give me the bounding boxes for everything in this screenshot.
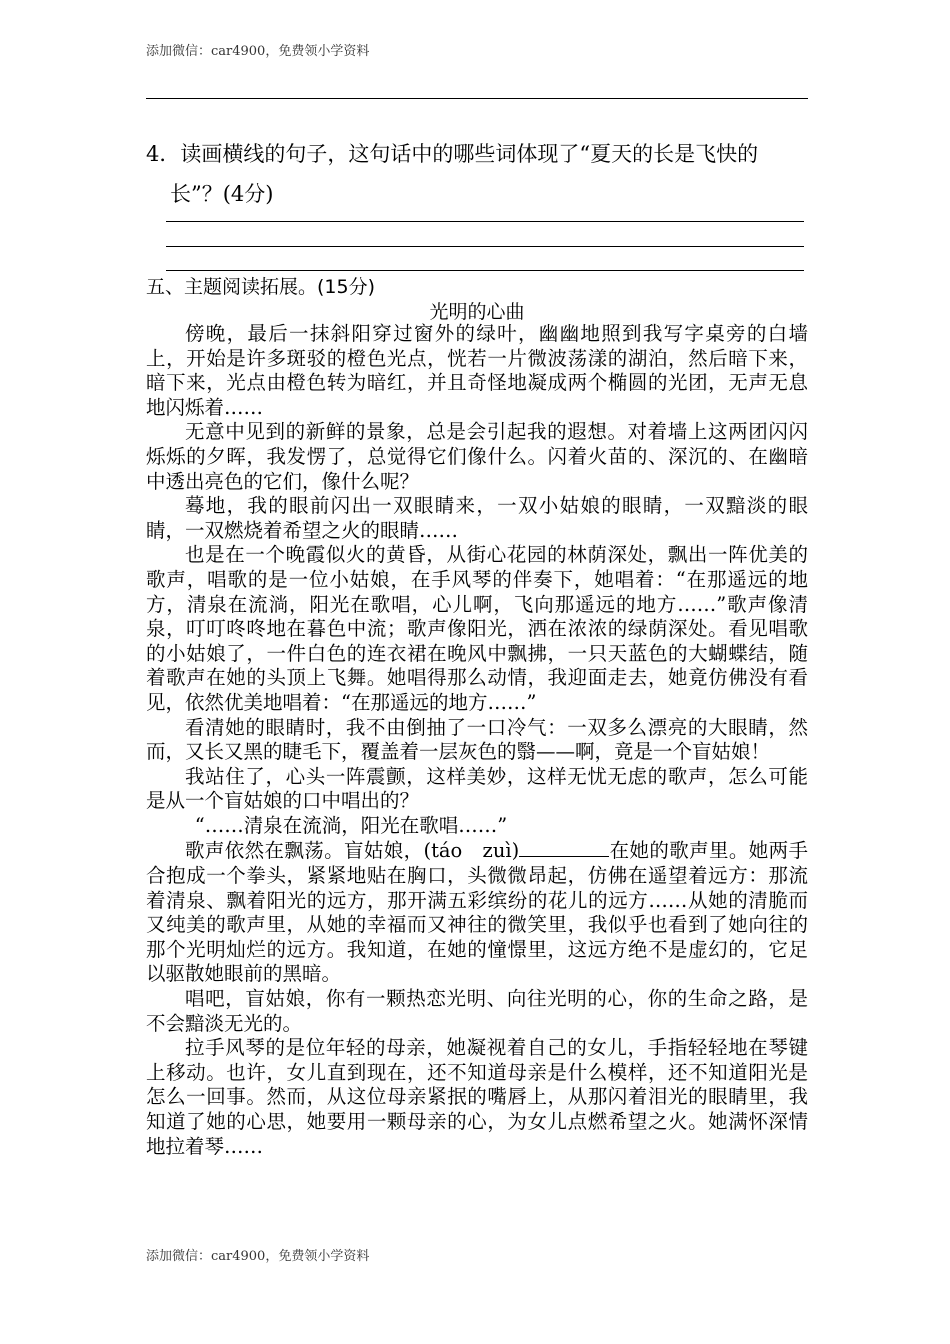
answer-line-2[interactable]	[166, 246, 804, 247]
paragraph: 傍晚，最后一抹斜阳穿过窗外的绿叶，幽幽地照到我写字桌旁的白墙上，开始是许多斑驳的橙色光点，恍若一片微波荡漾的湖泊，然后暗下来，暗下来，光点由橙色转为暗红，并且奇怪地凝成两个椭圆的光团，无声无息地闪烁着……	[146, 322, 808, 419]
fill-in-blank[interactable]	[519, 838, 609, 857]
question-4	[146, 134, 808, 214]
paragraph	[146, 838, 808, 987]
paragraph-part: 在她的歌声里。她两手合抱成一个拳头，紧紧地贴在胸口，头微微昂起，仿佛在遥望着远方：那流着清泉、飘着阳光的远方，那开满五彩缤纷的花儿的远方……从她的清脆而又纯美的歌声里，从她的幸福而又神往的微笑里，我似乎也看到了她向往的那个光明灿烂的远方。我知道，在她的憧憬里，这远方绝不是虚幻的，它足以驱散她眼前的黑暗。	[146, 839, 808, 986]
header-divider	[146, 98, 808, 99]
answer-line-3[interactable]	[166, 270, 804, 271]
paragraph: 唱吧，盲姑娘，你有一颗热恋光明、向往光明的心，你的生命之路，是不会黯淡无光的。	[146, 987, 808, 1035]
paragraph: “……清泉在流淌，阳光在歌唱……”	[194, 813, 508, 837]
paragraph: 看清她的眼睛时，我不由倒抽了一口冷气：一双多么漂亮的大眼睛，然而，又长又黑的睫毛下，覆盖着一层灰色的翳——啊，竟是一个盲姑娘！	[146, 715, 808, 764]
paragraph: 蓦地，我的眼前闪出一双眼睛来，一双小姑娘的眼睛，一双黯淡的眼睛，一双燃烧着希望之火的眼睛……	[146, 494, 808, 542]
paragraph-part: 歌声依然在飘荡。盲姑娘，(táo zuì)	[185, 839, 520, 863]
answer-line-1[interactable]	[166, 221, 804, 222]
paragraph: 无意中见到的新鲜的景象，总是会引起我的遐想。对着墙上这两团闪闪烁烁的夕晖，我发愣了，总觉得它们像什么。闪着火苗的、深沉的、在幽暗中透出亮色的它们，像什么呢？	[146, 420, 808, 493]
paragraph: 也是在一个晚霞似火的黄昏，从街心花园的林荫深处，飘出一阵优美的歌声，唱歌的是一位小姑娘，在手风琴的伴奏下，她唱着：“在那遥远的地方，清泉在流淌，阳光在歌唱，心儿啊，飞向那遥远的地方……”歌声像清泉，叮叮咚咚地在暮色中流；歌声像阳光，洒在浓浓的绿荫深处。看见唱歌的小姑娘了，一件白色的连衣裙在晚风中飘拂，一只天蓝色的大蝴蝶结，随着歌声在她的头顶上飞舞。她唱得那么动情，我迎面走去，她竟仿佛没有看见，依然优美地唱着：“在那遥远的地方……”	[146, 543, 808, 714]
question-4-line2: 长”？(4分)	[170, 182, 274, 206]
paragraph: 我站住了，心头一阵震颤，这样美妙，这样无忧无虑的歌声，怎么可能是从一个盲姑娘的口中唱出的？	[146, 764, 808, 813]
page-header-text: 添加微信：car4900，免费领小学资料	[146, 44, 370, 59]
section-5-title: 五、主题阅读拓展。(15分)	[146, 276, 376, 298]
passage-title: 光明的心曲	[429, 301, 525, 323]
page-footer-text: 添加微信：car4900，免费领小学资料	[146, 1249, 370, 1264]
paragraph: 拉手风琴的是位年轻的母亲，她凝视着自己的女儿，手指轻轻地在琴键上移动。也许，女儿直到现在，还不知道母亲是什么模样，还不知道阳光是怎么一回事。然而，从这位母亲紧抿的嘴唇上，从那闪着泪光的眼睛里，我知道了她的心思，她要用一颗母亲的心，为女儿点燃希望之火。她满怀深情地拉着琴……	[146, 1036, 808, 1158]
question-4-line1: 4．读画横线的句子，这句话中的哪些词体现了“夏天的长是飞快的	[146, 142, 759, 166]
passage-body	[146, 322, 808, 1159]
